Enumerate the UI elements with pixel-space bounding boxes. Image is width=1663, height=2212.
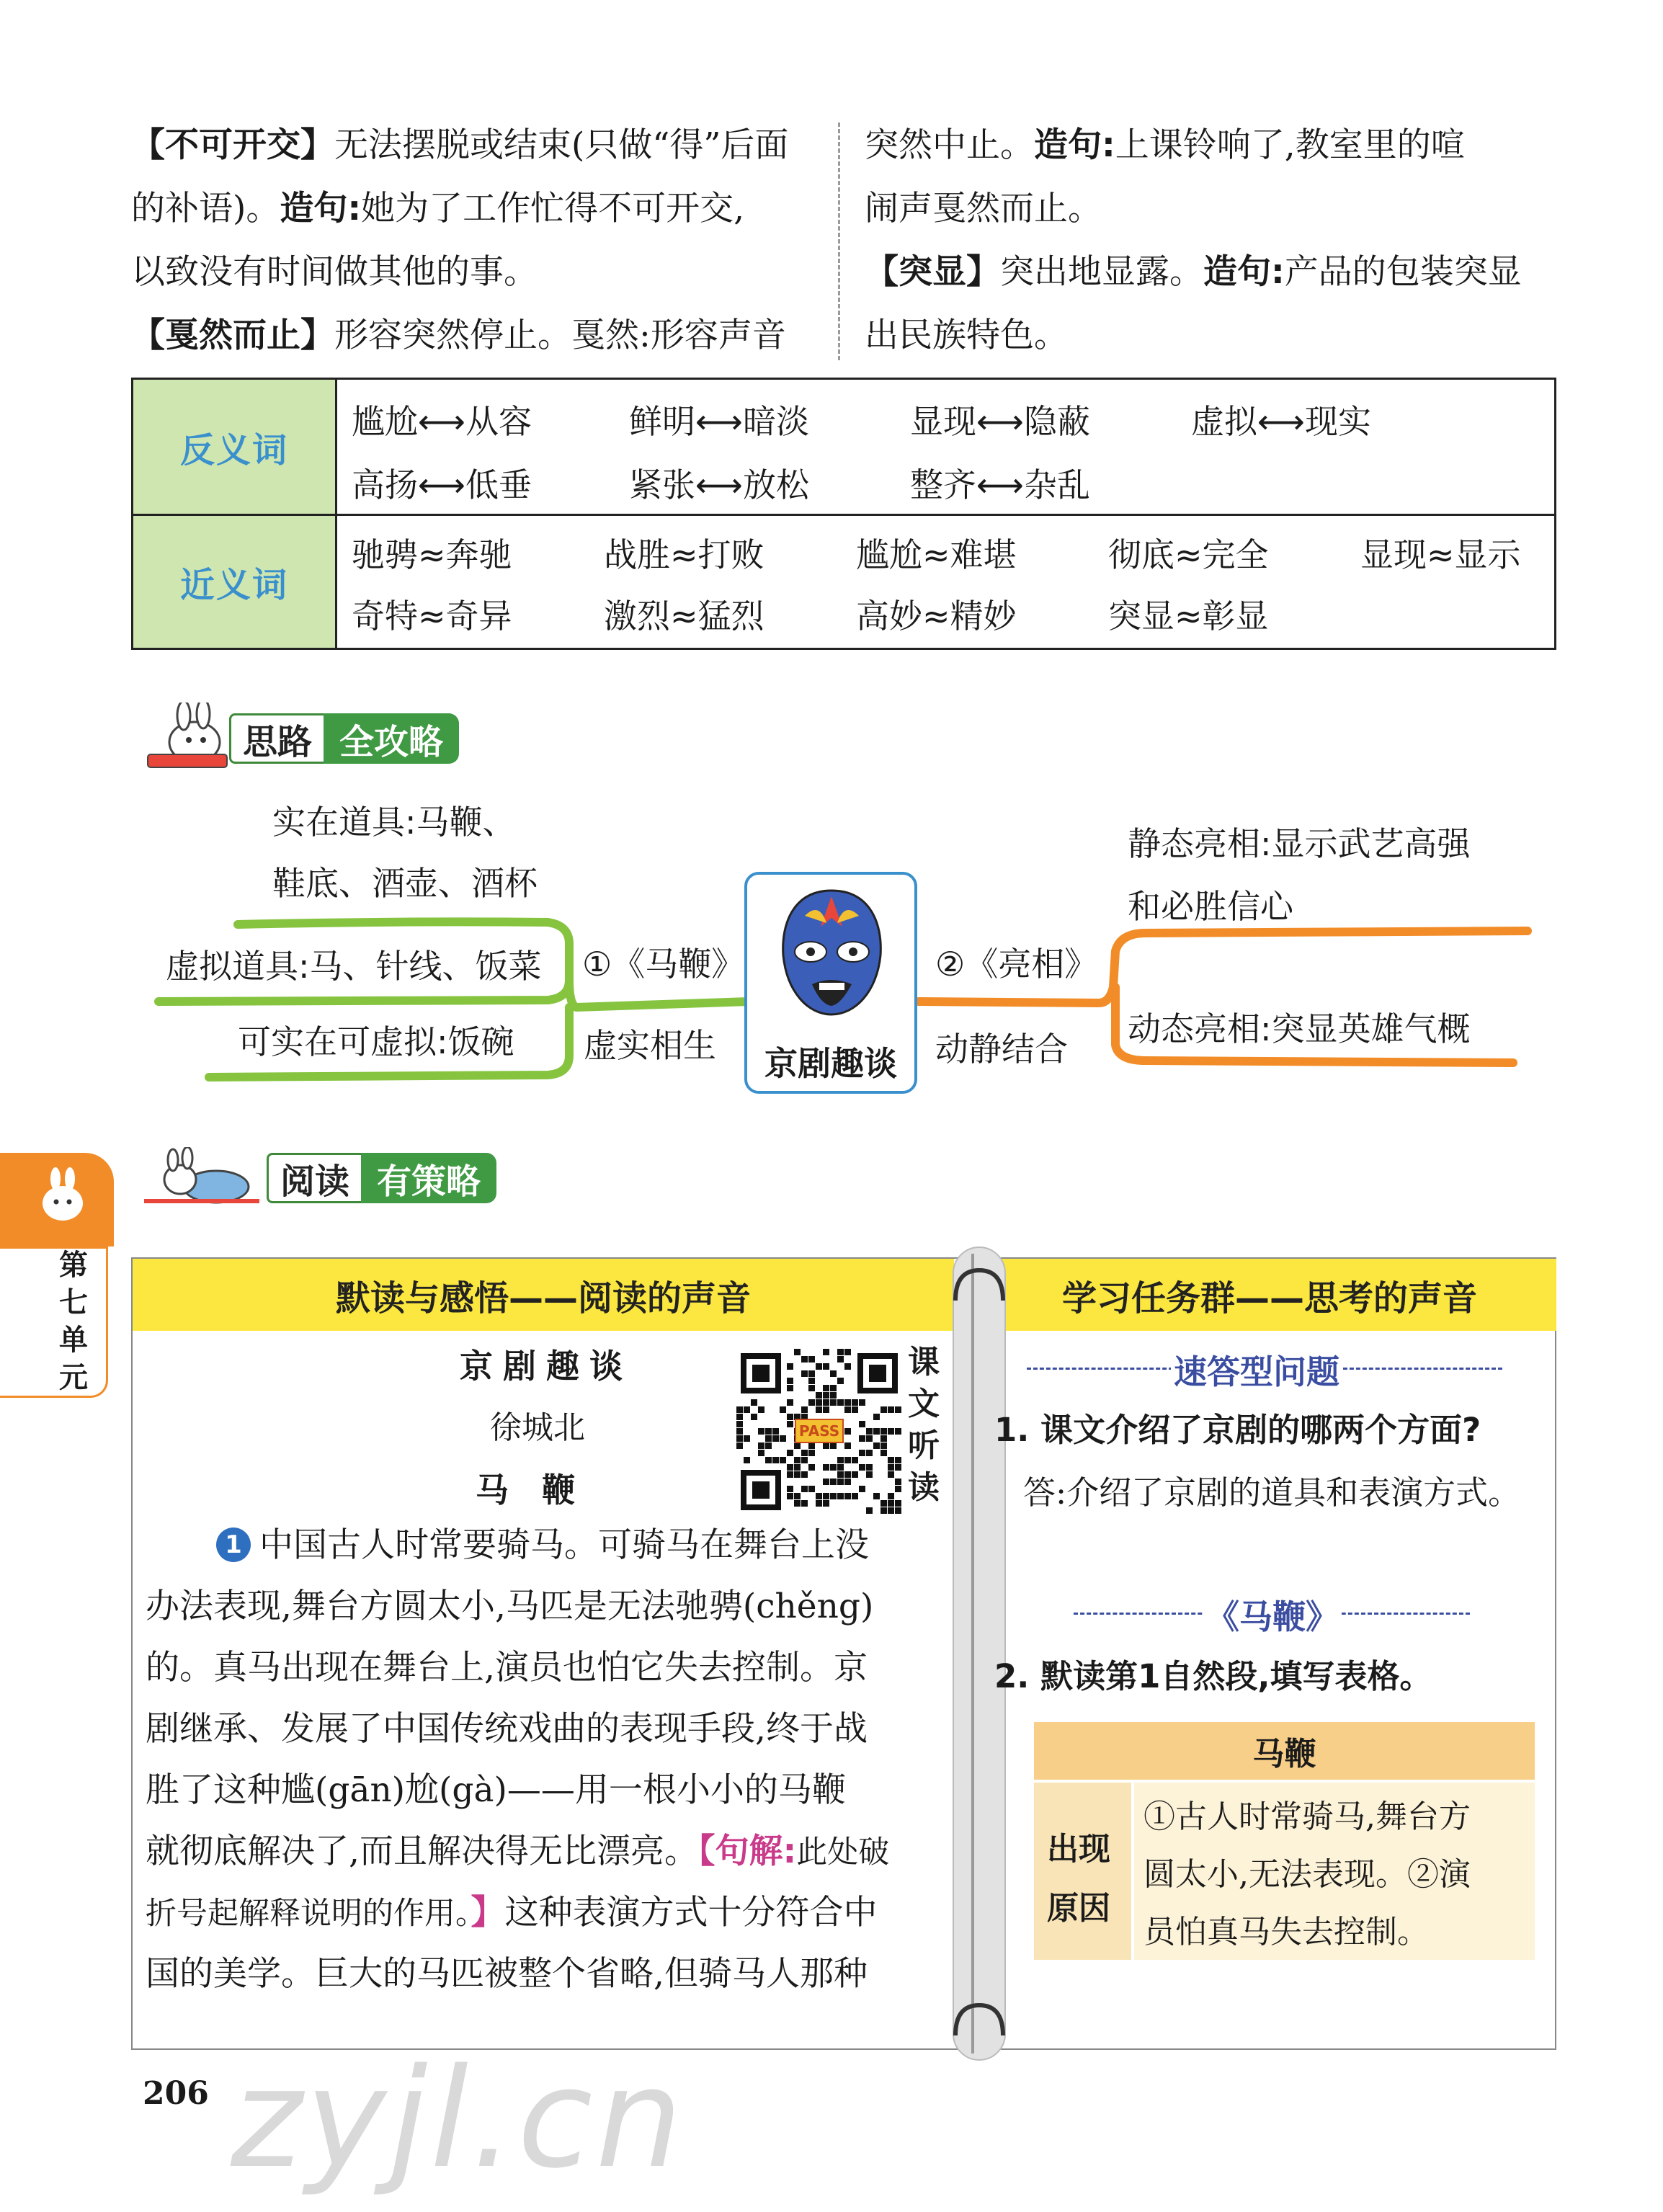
synonym-item: 驰骋≈奔驰 — [352, 535, 512, 574]
answer-1: 答:介绍了京剧的道具和表演方式。 — [1023, 1473, 1521, 1512]
glossary-left — [131, 114, 823, 367]
side-tab-char: 七 — [59, 1286, 88, 1319]
mindmap-branch-right-sub: 动静结合 — [935, 1030, 1068, 1069]
antonym-cell — [335, 380, 1554, 514]
synonym-item: 显现≈显示 — [1360, 535, 1521, 574]
synonym-item: 高妙≈精妙 — [856, 597, 1017, 635]
answer-table-line: 员怕真马失去控制。 — [1143, 1914, 1429, 1950]
reading-line: 办法表现,舞台方圆太小,马匹是无法驰骋(chěng) — [146, 1587, 874, 1626]
antonym-item: 虚拟⟷现实 — [1191, 402, 1371, 441]
reading-line: 国的美学。巨大的马匹被整个省略,但骑马人那种 — [146, 1954, 868, 1994]
reading-line: 胜了这种尴(gān)尬(gà)——用一根小小的马鞭 — [146, 1770, 846, 1810]
answer-table-line: 圆太小,无法表现。②演 — [1143, 1856, 1471, 1893]
ring-bottom-icon — [950, 1999, 1009, 2043]
answer-table-header: 马鞭 — [1034, 1722, 1535, 1780]
antonym-item: 高扬⟷低垂 — [352, 465, 532, 504]
reading-line: 中国古人时常要骑马。可骑马在舞台上没 — [259, 1525, 869, 1565]
qr-label-char: 课 — [908, 1344, 940, 1381]
right-header: 学习任务群——思考的声音 — [983, 1259, 1556, 1331]
antonym-item: 整齐⟷杂乱 — [910, 465, 1090, 504]
qr-badge: PASS — [798, 1422, 840, 1440]
mindmap-both-props: 可实在可虚拟:饭碗 — [238, 1022, 514, 1061]
antonym-label: 反义词 — [133, 380, 335, 514]
synonym-item: 彻底≈完全 — [1108, 535, 1269, 574]
section-banner-reading: 阅读 有策略 — [267, 1153, 496, 1203]
side-tab — [0, 1153, 114, 1398]
note-open: 【句解: — [697, 1832, 797, 1871]
reading-subtitle: 马 鞭 — [476, 1471, 575, 1509]
side-tab-char: 单 — [59, 1324, 88, 1357]
synonym-label: 近义词 — [133, 516, 335, 648]
reading-line: 的。真马出现在舞台上,演员也怕它失去控制。京 — [146, 1648, 868, 1687]
qr-code-icon — [736, 1349, 902, 1515]
reading-author: 徐城北 — [490, 1409, 585, 1446]
glossary-line: 【突显】突出地显露。造句:产品的包装突显 — [865, 252, 1522, 292]
antonym-item: 鲜明⟷暗淡 — [629, 402, 809, 441]
mindmap-real-props-1: 实在道具:马鞭、 — [272, 803, 516, 842]
glossary-line: 【戛然而止】形容突然停止。戛然:形容声音 — [131, 316, 786, 355]
paragraph-number: 1 — [216, 1528, 251, 1562]
glossary-line: 【不可开交】无法摆脱或结束(只做“得”后面 — [131, 125, 789, 165]
quick-label-row — [1027, 1346, 1502, 1389]
mindmap-center — [744, 872, 917, 1094]
synonym-item: 奇特≈奇异 — [352, 597, 512, 635]
mindmap-virtual-props: 虚拟道具:马、针线、饭菜 — [166, 947, 542, 986]
side-tab-char: 第 — [59, 1249, 88, 1282]
mindmap-branch-right: ②《亮相》 — [935, 945, 1098, 984]
answer-table — [1034, 1722, 1535, 1960]
reading-line: 就彻底解决了,而且解决得无比漂亮。【句解:此处破 — [146, 1832, 890, 1871]
side-tab-char: 元 — [59, 1361, 88, 1394]
question-1: 1. 课文介绍了京剧的哪两个方面? — [994, 1411, 1481, 1449]
antonym-item: 紧张⟷放松 — [629, 465, 809, 504]
reading-title: 京剧趣谈 — [460, 1347, 633, 1386]
quick-label: 速答型问题 — [1171, 1346, 1342, 1393]
mabian-label: 《马鞭》 — [1203, 1591, 1342, 1638]
ring-top-icon — [950, 1265, 1009, 1308]
answer-table-row-label: 原因 — [1047, 1890, 1110, 1927]
rabbit-icon — [37, 1166, 88, 1223]
section-banner-thinking: 思路 全攻略 — [229, 713, 459, 764]
answer-table-line: ①古人时常骑马,舞台方 — [1143, 1798, 1471, 1835]
mindmap-branch-left-sub: 虚实相生 — [584, 1026, 716, 1065]
glossary-line: 闹声戛然而止。 — [865, 189, 1102, 228]
mindmap-branch-left: ①《马鞭》 — [582, 945, 745, 984]
reading-line: 剧继承、发展了中国传统戏曲的表现手段,终于战 — [146, 1709, 868, 1749]
antonym-item: 尴尬⟷从容 — [352, 402, 532, 441]
page-number: 206 — [143, 2075, 209, 2112]
qr-label-char: 读 — [908, 1469, 940, 1506]
glossary-divider — [838, 122, 840, 360]
synonym-item: 尴尬≈难堪 — [856, 535, 1017, 574]
mindmap-static-1: 静态亮相:显示武艺高强 — [1128, 824, 1471, 863]
mindmap-real-props-2: 鞋底、酒壶、酒杯 — [272, 864, 538, 903]
word-table — [131, 378, 1556, 650]
left-header: 默读与感悟——阅读的声音 — [133, 1259, 954, 1331]
question-2: 2. 默读第1自然段,填写表格。 — [994, 1657, 1432, 1695]
glossary-line: 的补语)。造句:她为了工作忙得不可开交, — [131, 189, 745, 228]
answer-table-row-label: 出现 — [1047, 1831, 1110, 1868]
glossary-line: 突然中止。造句:上课铃响了,教室里的喧 — [865, 125, 1465, 165]
synonym-item: 激烈≈猛烈 — [604, 597, 764, 635]
antonym-item: 显现⟷隐蔽 — [910, 402, 1090, 441]
watermark: zyjl.cn — [231, 2039, 686, 2198]
opera-mask-icon — [776, 883, 888, 1020]
glossary-right — [865, 114, 1556, 367]
qr-label-char: 听 — [908, 1427, 940, 1464]
reading-line: 折号起解释说明的作用。】这种表演方式十分符合中 — [146, 1893, 878, 1932]
mabian-label-row — [1074, 1591, 1470, 1634]
mindmap-dynamic: 动态亮相:突显英雄气概 — [1128, 1009, 1471, 1048]
synonym-item: 突显≈彰显 — [1108, 597, 1269, 635]
mindmap-center-label: 京剧趣谈 — [764, 1044, 897, 1083]
mindmap-static-2: 和必胜信心 — [1128, 887, 1293, 926]
note-close: 】 — [471, 1893, 505, 1932]
synonym-item: 战胜≈打败 — [604, 535, 764, 574]
rabbit-lying-icon — [137, 1147, 267, 1212]
synonym-cell — [335, 516, 1554, 648]
qr-label-char: 文 — [908, 1386, 940, 1422]
glossary-line: 以致没有时间做其他的事。 — [131, 252, 538, 292]
glossary-line: 出民族特色。 — [865, 316, 1068, 355]
